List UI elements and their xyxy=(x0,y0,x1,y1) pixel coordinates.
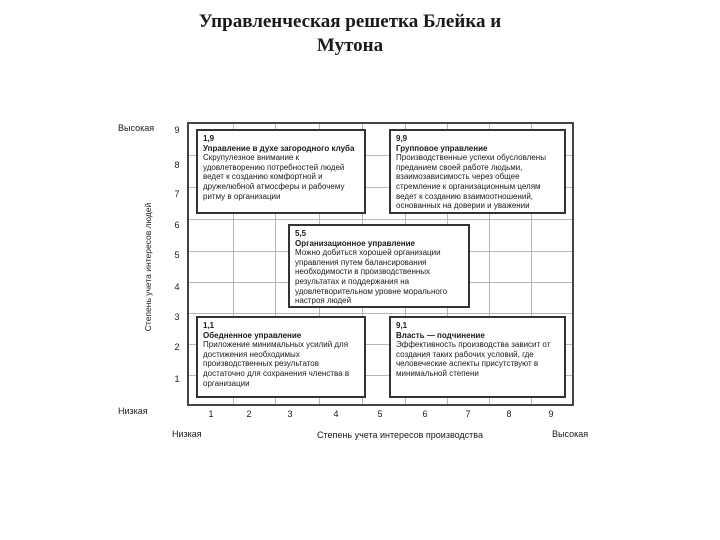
x-tick: 3 xyxy=(287,409,293,419)
y-tick: 1 xyxy=(174,374,180,384)
style-description: Производственные успехи обусловлены преданием своей работе людьми, взаимозависимость через общее стремление к организационным целям ведет к созданию взаимоотношений, основанных на доверии и уважении xyxy=(396,153,546,211)
x-axis-low-label: Низкая xyxy=(172,429,202,439)
style-code: 5,5 xyxy=(295,229,307,238)
x-tick: 1 xyxy=(208,409,214,419)
style-code: 1,1 xyxy=(203,321,215,330)
style-heading: Управление в духе загородного клуба xyxy=(203,143,355,153)
style-description: Скрупулезное внимание к удовлетворению потребностей людей ведет к созданию комфортной и дружелюбной атмосферы и рабочему ритму в организации xyxy=(203,153,345,201)
style-box-1-1 xyxy=(196,316,366,398)
x-tick: 8 xyxy=(506,409,512,419)
grid-line xyxy=(189,219,572,220)
y-tick: 4 xyxy=(174,282,180,292)
y-tick: 9 xyxy=(174,125,180,135)
style-description: Можно добиться хорошей организации управления путем балансирования необходимости в производственных результатах и поддержания на удовлетворительном уровне морального настроя людей xyxy=(295,248,448,306)
y-tick: 5 xyxy=(174,250,180,260)
x-axis-high-label: Высокая xyxy=(552,429,589,439)
style-heading: Групповое управление xyxy=(396,143,488,153)
grid-line xyxy=(189,313,572,314)
x-tick: 7 xyxy=(465,409,471,419)
x-tick: 2 xyxy=(246,409,252,419)
diagram-title xyxy=(170,10,530,58)
style-box-9-1 xyxy=(389,316,566,398)
x-tick: 4 xyxy=(333,409,339,419)
style-heading: Обедненное управление xyxy=(203,330,302,340)
y-axis-label: Степень учета интересов людей xyxy=(143,202,153,332)
style-heading: Организационное управление xyxy=(295,238,415,248)
style-box-9-9 xyxy=(389,129,566,214)
style-box-5-5 xyxy=(288,224,470,308)
x-tick: 5 xyxy=(377,409,383,419)
y-tick: 6 xyxy=(174,220,180,230)
style-code: 9,1 xyxy=(396,321,408,330)
x-tick: 6 xyxy=(422,409,428,419)
y-tick: 2 xyxy=(174,342,180,352)
x-tick: 9 xyxy=(548,409,554,419)
style-heading: Власть — подчинение xyxy=(396,330,485,340)
y-axis-low-label: Низкая xyxy=(118,406,148,416)
title-line-2: Мутона xyxy=(316,35,384,56)
x-axis-label: Степень учета интересов производства xyxy=(317,430,483,440)
y-tick: 7 xyxy=(174,189,180,199)
y-axis-high-label: Высокая xyxy=(118,123,155,133)
y-tick: 3 xyxy=(174,312,180,322)
style-box-1-9 xyxy=(196,129,366,214)
y-tick: 8 xyxy=(174,160,180,170)
style-code: 9,9 xyxy=(396,134,408,143)
style-description: Приложение минимальных усилий для достижения необходимых производственных результатов достаточно для сохранения членства в организации xyxy=(203,340,350,388)
title-line-1: Управленческая решетка Блейка и xyxy=(198,11,502,32)
style-description: Эффективность производства зависит от создания таких рабочих условий, где человеческие аспекты присутствуют в минимальной степени xyxy=(396,340,551,378)
style-code: 1,9 xyxy=(203,134,215,143)
